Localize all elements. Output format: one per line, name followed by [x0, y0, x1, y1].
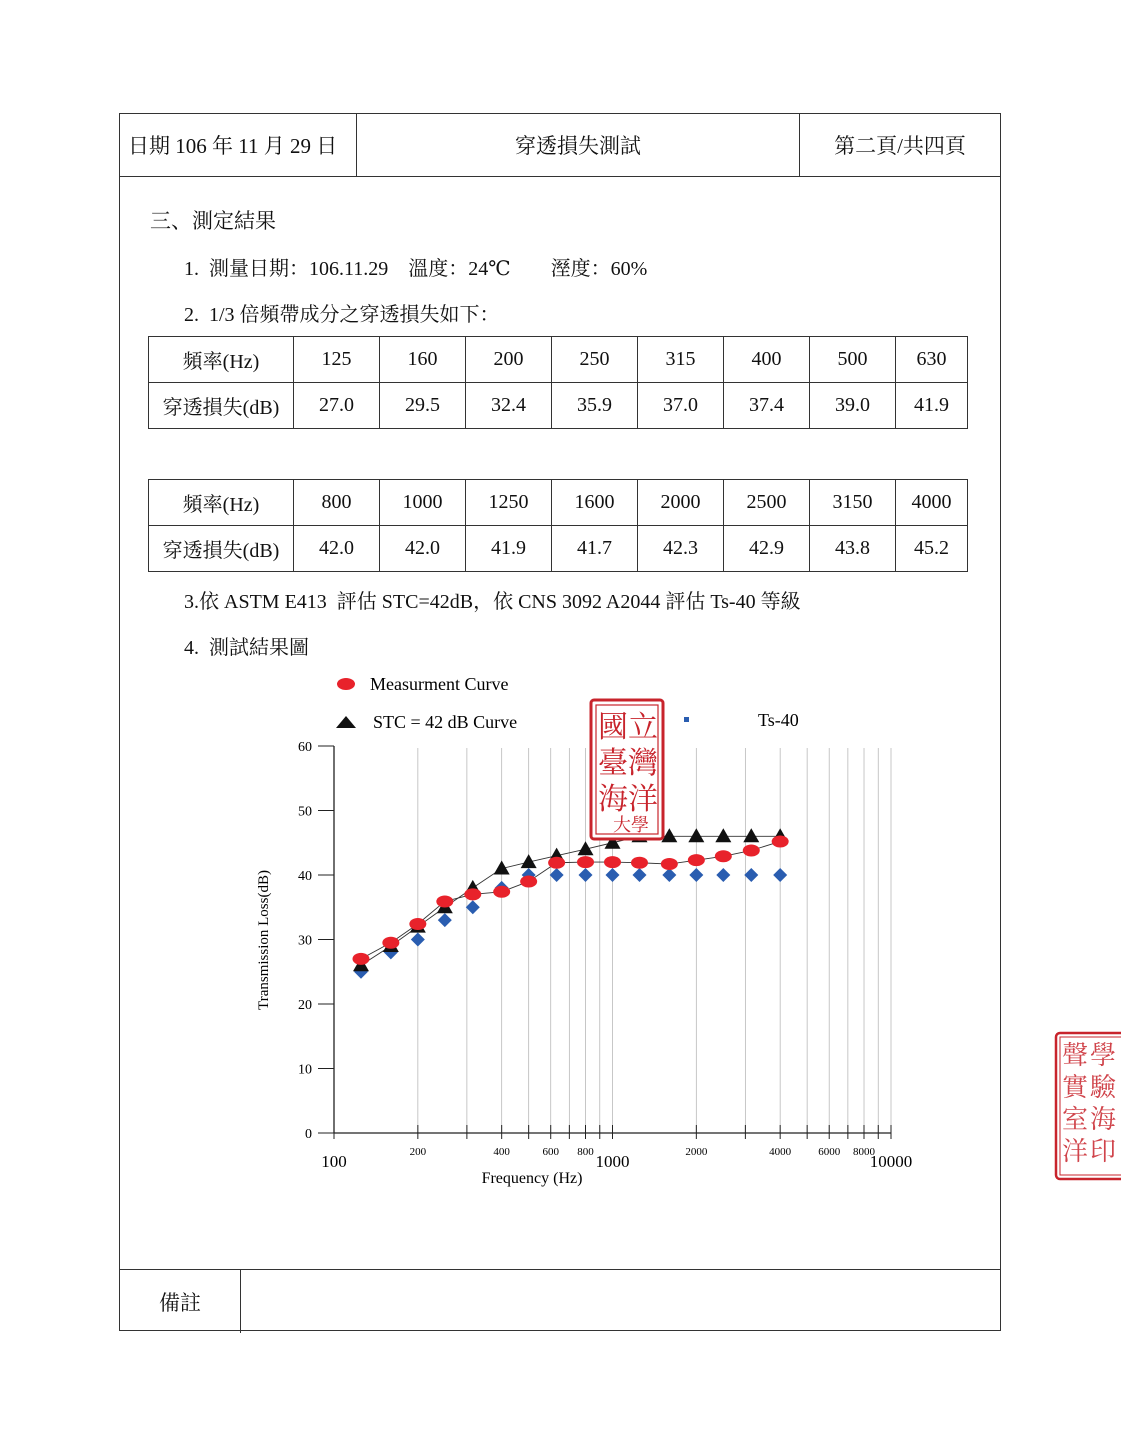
ts40-point: [662, 868, 676, 882]
loss-table-1: [148, 336, 968, 429]
header-date: 日期 106 年 11 月 29 日: [120, 114, 357, 176]
ts40-point: [579, 868, 593, 882]
svg-text:臺: 臺: [598, 746, 628, 781]
item-table-intro: 2. 1/3 倍頻帶成分之穿透損失如下：: [184, 304, 500, 326]
freq-cell: 630: [896, 337, 968, 383]
loss-cell: 41.9: [466, 526, 552, 572]
section-title: 三、測定結果: [150, 209, 276, 233]
legend-marker-measurement: [337, 678, 355, 690]
ts40-point: [411, 933, 425, 947]
loss-cell: 45.2: [896, 526, 968, 572]
measurement-point: [352, 953, 369, 965]
y-tick-label: 30: [298, 933, 312, 949]
svg-text:洋: 洋: [628, 782, 658, 817]
x-minor-tick-label: 2000: [685, 1146, 708, 1158]
measurement-point: [577, 856, 594, 868]
stc-point: [688, 828, 704, 842]
svg-text:立: 立: [628, 710, 658, 745]
svg-text:灣: 灣: [628, 746, 658, 781]
measurement-point: [772, 835, 789, 847]
freq-cell: 3150: [810, 480, 896, 526]
x-minor-tick-label: 200: [409, 1146, 427, 1158]
svg-text:國: 國: [598, 710, 628, 745]
item-measure-info: 1. 測量日期：106.11.29 溫度：24℃ 溼度：60%: [184, 258, 648, 280]
ts40-point: [716, 868, 730, 882]
y-ticks: [298, 740, 334, 1142]
measurement-point: [661, 858, 678, 870]
table-row: [149, 480, 968, 526]
svg-text:洋: 洋: [1062, 1137, 1089, 1167]
x-minor-tick-label: 6000: [818, 1146, 841, 1158]
measurement-point: [464, 888, 481, 900]
svg-text:聲: 聲: [1062, 1041, 1089, 1071]
ts40-point: [773, 868, 787, 882]
ts40-point: [632, 868, 646, 882]
freq-cell: 2000: [638, 480, 724, 526]
freq-cell: 250: [552, 337, 638, 383]
freq-cell: 1600: [552, 480, 638, 526]
measurement-point: [715, 850, 732, 862]
freq-cell: 125: [294, 337, 380, 383]
freq-cell: 800: [294, 480, 380, 526]
item-stc-rating: 3.依 ASTM E413 評估 STC=42dB，依 CNS 3092 A2044 評估 Ts-40 等級: [184, 591, 801, 613]
freq-cell: 315: [638, 337, 724, 383]
svg-text:大學: 大學: [613, 815, 649, 836]
y-tick-label: 20: [298, 998, 312, 1013]
row-label: 穿透損失(dB): [149, 526, 294, 572]
row-label: 頻率(Hz): [149, 337, 294, 383]
table-row: [149, 526, 968, 572]
freq-cell: 1000: [380, 480, 466, 526]
y-tick-label: 60: [298, 740, 312, 755]
freq-cell: 2500: [724, 480, 810, 526]
legend-marker-stc: [336, 716, 356, 728]
x-major-tick-label: 10000: [869, 1152, 913, 1171]
svg-text:學: 學: [1090, 1041, 1117, 1071]
x-major-tick-label: 1000: [595, 1152, 630, 1171]
measurement-point: [548, 857, 565, 869]
item-chart-caption: 4. 測試結果圖: [184, 637, 309, 659]
header-title: 穿透損失測試: [357, 114, 800, 176]
freq-cell: 500: [810, 337, 896, 383]
header-page: 第二頁/共四頁: [834, 134, 966, 158]
stc-point: [715, 828, 731, 842]
y-tick-label: 10: [298, 1062, 312, 1078]
loss-cell: 41.9: [896, 383, 968, 429]
loss-cell: 37.4: [724, 383, 810, 429]
loss-cell: 32.4: [466, 383, 552, 429]
loss-cell: 43.8: [810, 526, 896, 572]
x-major-tick-label: 100: [321, 1152, 347, 1171]
university-seal-stamp: [588, 697, 666, 842]
svg-text:室: 室: [1062, 1105, 1089, 1135]
loss-cell: 42.0: [380, 526, 466, 572]
row-label: 頻率(Hz): [149, 480, 294, 526]
measurement-point: [743, 844, 760, 856]
ts40-point: [606, 868, 620, 882]
loss-cell: 27.0: [294, 383, 380, 429]
legend-label-measurement: Measurment Curve: [370, 674, 509, 694]
legend-label-stc: STC = 42 dB Curve: [373, 712, 518, 732]
loss-cell: 29.5: [380, 383, 466, 429]
legend-label-ts40: Ts-40: [758, 710, 799, 730]
measurement-point: [520, 875, 537, 887]
loss-cell: 35.9: [552, 383, 638, 429]
measurement-point: [493, 886, 510, 898]
ts40-point: [550, 868, 564, 882]
x-ticks: [321, 1125, 912, 1171]
y-tick-label: 40: [298, 869, 312, 884]
lab-seal-stamp: [1053, 1030, 1121, 1182]
freq-cell: 1250: [466, 480, 552, 526]
remark-row: [120, 1269, 1000, 1333]
header-row: [120, 114, 1000, 177]
measurement-point: [382, 937, 399, 949]
loss-cell: 37.0: [638, 383, 724, 429]
ts40-point: [744, 868, 758, 882]
measurement-point: [688, 854, 705, 866]
loss-cell: 42.9: [724, 526, 810, 572]
y-tick-label: 50: [298, 804, 312, 820]
y-tick-label: 0: [305, 1127, 312, 1142]
measurement-point: [409, 918, 426, 930]
transmission-loss-chart: [240, 665, 920, 1195]
freq-cell: 4000: [896, 480, 968, 526]
x-minor-tick-label: 800: [577, 1146, 594, 1158]
loss-cell: 42.0: [294, 526, 380, 572]
freq-cell: 160: [380, 337, 466, 383]
svg-text:印: 印: [1090, 1137, 1117, 1167]
x-minor-tick-label: 600: [542, 1146, 559, 1158]
freq-cell: 400: [724, 337, 810, 383]
svg-text:海: 海: [598, 782, 628, 817]
remark-label: 備註: [120, 1270, 241, 1333]
loss-table-2: [148, 479, 968, 572]
freq-cell: 200: [466, 337, 552, 383]
svg-text:實: 實: [1062, 1073, 1089, 1103]
ts40-point: [466, 900, 480, 914]
ts40-point: [438, 913, 452, 927]
ts40-point: [689, 868, 703, 882]
table-row: [149, 383, 968, 429]
x-minor-tick-label: 8000: [853, 1146, 876, 1158]
x-minor-tick-label: 400: [493, 1146, 510, 1158]
y-axis-title: Transmission Loss(dB): [256, 870, 272, 1010]
legend-marker-ts40: [684, 717, 689, 722]
loss-cell: 41.7: [552, 526, 638, 572]
svg-text:海: 海: [1090, 1105, 1117, 1135]
x-minor-tick-label: 4000: [769, 1146, 792, 1158]
x-axis-title: Frequency (Hz): [481, 1170, 583, 1187]
measurement-point: [631, 857, 648, 869]
loss-cell: 42.3: [638, 526, 724, 572]
measurement-point: [436, 895, 453, 907]
svg-text:驗: 驗: [1090, 1073, 1117, 1103]
table-row: [149, 337, 968, 383]
row-label: 穿透損失(dB): [149, 383, 294, 429]
measurement-point: [604, 856, 621, 868]
chart-legend: [336, 674, 799, 732]
loss-cell: 39.0: [810, 383, 896, 429]
